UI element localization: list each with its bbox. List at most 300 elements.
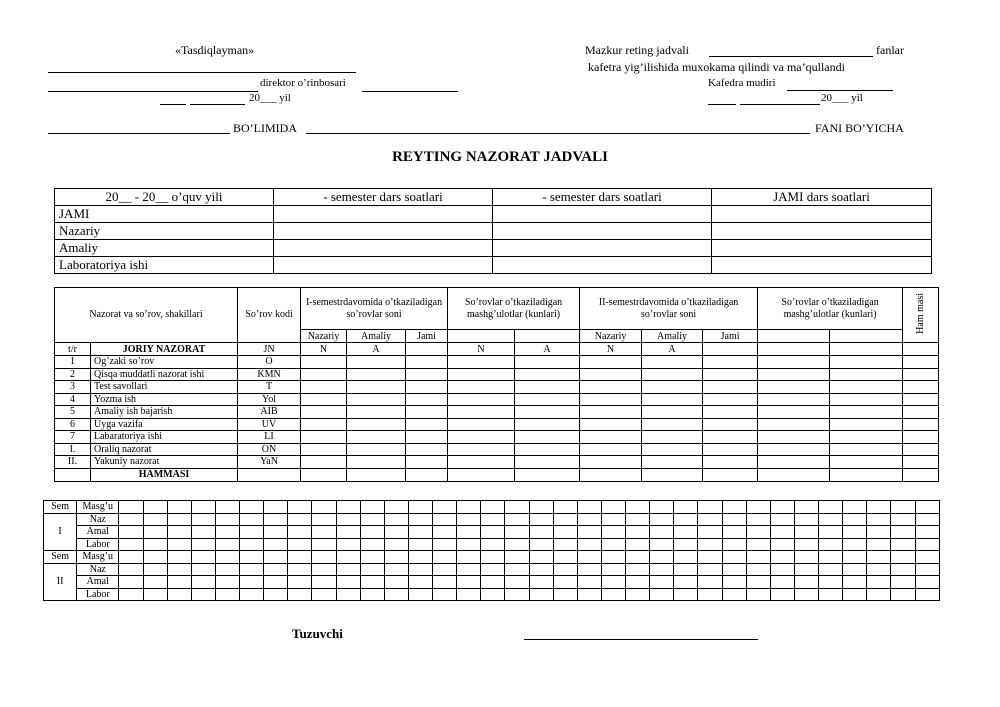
grid-cell[interactable] [577, 588, 601, 601]
control-cell[interactable] [347, 456, 406, 469]
grid-cell[interactable] [674, 563, 698, 576]
control-cell[interactable] [758, 393, 830, 406]
grid-cell[interactable] [746, 501, 770, 514]
grid-cell[interactable] [264, 551, 288, 564]
grid-cell[interactable] [891, 576, 915, 589]
grid-cell[interactable] [433, 538, 457, 551]
grid-cell[interactable] [722, 538, 746, 551]
control-cell[interactable] [301, 356, 347, 369]
grid-cell[interactable] [746, 576, 770, 589]
grid-cell[interactable] [336, 538, 360, 551]
hours-cell[interactable] [274, 257, 493, 274]
grid-cell[interactable] [529, 588, 553, 601]
grid-cell[interactable] [577, 501, 601, 514]
control-cell[interactable] [301, 406, 347, 419]
control-cell[interactable] [406, 406, 448, 419]
grid-cell[interactable] [408, 588, 432, 601]
grid-cell[interactable] [819, 526, 843, 539]
grid-cell[interactable] [336, 563, 360, 576]
grid-cell[interactable] [167, 538, 191, 551]
grid-cell[interactable] [167, 526, 191, 539]
grid-cell[interactable] [288, 538, 312, 551]
grid-cell[interactable] [698, 551, 722, 564]
grid-cell[interactable] [553, 501, 577, 514]
grid-cell[interactable] [505, 538, 529, 551]
grid-cell[interactable] [529, 501, 553, 514]
grid-cell[interactable] [819, 538, 843, 551]
grid-cell[interactable] [891, 501, 915, 514]
grid-cell[interactable] [360, 551, 384, 564]
control-cell[interactable] [580, 418, 642, 431]
grid-cell[interactable] [794, 551, 818, 564]
control-cell[interactable] [642, 393, 703, 406]
grid-cell[interactable] [264, 563, 288, 576]
grid-cell[interactable] [577, 526, 601, 539]
control-cell[interactable] [406, 456, 448, 469]
control-cell[interactable] [301, 456, 347, 469]
grid-cell[interactable] [770, 576, 794, 589]
grid-cell[interactable] [601, 576, 625, 589]
grid-cell[interactable] [915, 563, 939, 576]
grid-cell[interactable] [360, 513, 384, 526]
control-cell[interactable] [903, 406, 939, 419]
grid-cell[interactable] [167, 563, 191, 576]
control-cell[interactable] [642, 456, 703, 469]
grid-cell[interactable] [626, 501, 650, 514]
grid-cell[interactable] [215, 551, 239, 564]
grid-cell[interactable] [577, 538, 601, 551]
grid-cell[interactable] [119, 538, 143, 551]
control-cell[interactable] [515, 418, 580, 431]
grid-cell[interactable] [360, 526, 384, 539]
grid-cell[interactable] [240, 513, 264, 526]
grid-cell[interactable] [143, 563, 167, 576]
grid-cell[interactable] [867, 551, 891, 564]
control-cell[interactable] [448, 443, 515, 456]
grid-cell[interactable] [312, 501, 336, 514]
grid-cell[interactable] [119, 551, 143, 564]
grid-cell[interactable] [626, 576, 650, 589]
control-cell[interactable] [758, 456, 830, 469]
grid-cell[interactable] [794, 563, 818, 576]
grid-cell[interactable] [867, 526, 891, 539]
grid-cell[interactable] [360, 501, 384, 514]
control-cell[interactable] [830, 443, 903, 456]
control-cell[interactable] [580, 356, 642, 369]
control-cell[interactable] [347, 431, 406, 444]
grid-cell[interactable] [408, 501, 432, 514]
control-cell[interactable] [301, 393, 347, 406]
grid-cell[interactable] [191, 576, 215, 589]
grid-cell[interactable] [288, 576, 312, 589]
grid-cell[interactable] [674, 513, 698, 526]
grid-cell[interactable] [529, 551, 553, 564]
control-cell[interactable] [758, 356, 830, 369]
grid-cell[interactable] [240, 501, 264, 514]
grid-cell[interactable] [264, 538, 288, 551]
grid-cell[interactable] [722, 526, 746, 539]
control-cell[interactable] [703, 356, 758, 369]
grid-cell[interactable] [481, 538, 505, 551]
grid-cell[interactable] [481, 551, 505, 564]
grid-cell[interactable] [650, 576, 674, 589]
grid-cell[interactable] [191, 501, 215, 514]
grid-cell[interactable] [119, 588, 143, 601]
grid-cell[interactable] [867, 576, 891, 589]
control-cell[interactable] [903, 443, 939, 456]
grid-cell[interactable] [167, 551, 191, 564]
control-cell[interactable] [903, 431, 939, 444]
control-cell[interactable] [448, 418, 515, 431]
grid-cell[interactable] [722, 576, 746, 589]
control-cell[interactable] [830, 456, 903, 469]
grid-cell[interactable] [384, 576, 408, 589]
grid-cell[interactable] [143, 501, 167, 514]
grid-cell[interactable] [288, 551, 312, 564]
grid-cell[interactable] [794, 576, 818, 589]
grid-cell[interactable] [384, 563, 408, 576]
control-cell[interactable] [642, 418, 703, 431]
grid-cell[interactable] [457, 538, 481, 551]
grid-cell[interactable] [626, 513, 650, 526]
control-cell[interactable] [758, 368, 830, 381]
grid-cell[interactable] [288, 501, 312, 514]
grid-cell[interactable] [481, 501, 505, 514]
grid-cell[interactable] [722, 513, 746, 526]
grid-cell[interactable] [819, 588, 843, 601]
grid-cell[interactable] [626, 588, 650, 601]
grid-cell[interactable] [577, 576, 601, 589]
grid-cell[interactable] [505, 501, 529, 514]
grid-cell[interactable] [698, 526, 722, 539]
control-cell[interactable] [515, 356, 580, 369]
grid-cell[interactable] [312, 538, 336, 551]
grid-cell[interactable] [264, 526, 288, 539]
grid-cell[interactable] [505, 588, 529, 601]
control-cell[interactable] [301, 431, 347, 444]
grid-cell[interactable] [191, 538, 215, 551]
grid-cell[interactable] [553, 513, 577, 526]
grid-cell[interactable] [408, 538, 432, 551]
grid-cell[interactable] [457, 576, 481, 589]
grid-cell[interactable] [843, 563, 867, 576]
grid-cell[interactable] [794, 538, 818, 551]
grid-cell[interactable] [215, 526, 239, 539]
grid-cell[interactable] [650, 526, 674, 539]
grid-cell[interactable] [722, 588, 746, 601]
grid-cell[interactable] [915, 501, 939, 514]
control-cell[interactable] [580, 368, 642, 381]
hours-cell[interactable] [712, 240, 932, 257]
grid-cell[interactable] [843, 526, 867, 539]
grid-cell[interactable] [626, 526, 650, 539]
grid-cell[interactable] [819, 513, 843, 526]
grid-cell[interactable] [505, 551, 529, 564]
grid-cell[interactable] [915, 576, 939, 589]
grid-cell[interactable] [867, 563, 891, 576]
grid-cell[interactable] [674, 551, 698, 564]
grid-cell[interactable] [819, 551, 843, 564]
grid-cell[interactable] [143, 576, 167, 589]
grid-cell[interactable] [457, 501, 481, 514]
grid-cell[interactable] [240, 551, 264, 564]
grid-cell[interactable] [601, 588, 625, 601]
grid-cell[interactable] [867, 538, 891, 551]
grid-cell[interactable] [215, 501, 239, 514]
control-cell[interactable] [903, 456, 939, 469]
grid-cell[interactable] [336, 576, 360, 589]
grid-cell[interactable] [698, 513, 722, 526]
grid-cell[interactable] [312, 563, 336, 576]
grid-cell[interactable] [722, 563, 746, 576]
grid-cell[interactable] [867, 501, 891, 514]
grid-cell[interactable] [698, 563, 722, 576]
control-cell[interactable] [903, 368, 939, 381]
control-cell[interactable] [703, 368, 758, 381]
grid-cell[interactable] [143, 588, 167, 601]
grid-cell[interactable] [891, 526, 915, 539]
control-cell[interactable] [347, 406, 406, 419]
grid-cell[interactable] [191, 526, 215, 539]
control-cell[interactable] [347, 443, 406, 456]
grid-cell[interactable] [794, 526, 818, 539]
grid-cell[interactable] [215, 576, 239, 589]
control-cell[interactable] [830, 381, 903, 394]
hours-cell[interactable] [274, 206, 493, 223]
grid-cell[interactable] [288, 526, 312, 539]
grid-cell[interactable] [336, 526, 360, 539]
control-cell[interactable] [406, 393, 448, 406]
control-cell[interactable] [830, 393, 903, 406]
hours-cell[interactable] [274, 240, 493, 257]
control-cell[interactable] [830, 431, 903, 444]
grid-cell[interactable] [577, 563, 601, 576]
grid-cell[interactable] [674, 501, 698, 514]
grid-cell[interactable] [384, 513, 408, 526]
grid-cell[interactable] [770, 551, 794, 564]
control-cell[interactable] [406, 356, 448, 369]
grid-cell[interactable] [119, 501, 143, 514]
grid-cell[interactable] [553, 563, 577, 576]
grid-cell[interactable] [408, 551, 432, 564]
grid-cell[interactable] [240, 563, 264, 576]
control-cell[interactable] [515, 431, 580, 444]
grid-cell[interactable] [240, 576, 264, 589]
grid-cell[interactable] [360, 588, 384, 601]
grid-cell[interactable] [336, 513, 360, 526]
grid-cell[interactable] [167, 588, 191, 601]
grid-cell[interactable] [891, 588, 915, 601]
grid-cell[interactable] [167, 513, 191, 526]
control-cell[interactable] [515, 406, 580, 419]
control-cell[interactable] [580, 431, 642, 444]
grid-cell[interactable] [312, 576, 336, 589]
grid-cell[interactable] [601, 501, 625, 514]
grid-cell[interactable] [240, 538, 264, 551]
grid-cell[interactable] [240, 526, 264, 539]
control-cell[interactable] [703, 393, 758, 406]
grid-cell[interactable] [167, 576, 191, 589]
control-cell[interactable] [448, 406, 515, 419]
grid-cell[interactable] [843, 588, 867, 601]
grid-cell[interactable] [191, 563, 215, 576]
control-cell[interactable] [703, 443, 758, 456]
grid-cell[interactable] [698, 576, 722, 589]
grid-cell[interactable] [770, 588, 794, 601]
grid-cell[interactable] [264, 513, 288, 526]
grid-cell[interactable] [457, 588, 481, 601]
control-cell[interactable] [301, 418, 347, 431]
grid-cell[interactable] [674, 588, 698, 601]
grid-cell[interactable] [167, 501, 191, 514]
grid-cell[interactable] [843, 513, 867, 526]
grid-cell[interactable] [433, 526, 457, 539]
control-cell[interactable] [406, 368, 448, 381]
grid-cell[interactable] [577, 513, 601, 526]
grid-cell[interactable] [191, 588, 215, 601]
grid-cell[interactable] [601, 563, 625, 576]
grid-cell[interactable] [915, 526, 939, 539]
grid-cell[interactable] [650, 551, 674, 564]
grid-cell[interactable] [481, 588, 505, 601]
grid-cell[interactable] [143, 526, 167, 539]
grid-cell[interactable] [915, 538, 939, 551]
grid-cell[interactable] [746, 526, 770, 539]
grid-cell[interactable] [264, 501, 288, 514]
grid-cell[interactable] [384, 538, 408, 551]
grid-cell[interactable] [143, 538, 167, 551]
hours-cell[interactable] [493, 257, 712, 274]
grid-cell[interactable] [433, 576, 457, 589]
grid-cell[interactable] [650, 563, 674, 576]
grid-cell[interactable] [601, 551, 625, 564]
control-cell[interactable] [515, 393, 580, 406]
grid-cell[interactable] [746, 588, 770, 601]
grid-cell[interactable] [626, 538, 650, 551]
hours-cell[interactable] [493, 206, 712, 223]
grid-cell[interactable] [384, 588, 408, 601]
grid-cell[interactable] [191, 513, 215, 526]
grid-cell[interactable] [746, 538, 770, 551]
control-cell[interactable] [903, 393, 939, 406]
control-cell[interactable] [642, 443, 703, 456]
grid-cell[interactable] [215, 513, 239, 526]
control-cell[interactable] [448, 393, 515, 406]
control-cell[interactable] [448, 356, 515, 369]
grid-cell[interactable] [650, 538, 674, 551]
control-cell[interactable] [642, 381, 703, 394]
grid-cell[interactable] [819, 563, 843, 576]
grid-cell[interactable] [794, 513, 818, 526]
grid-cell[interactable] [674, 576, 698, 589]
control-cell[interactable] [758, 406, 830, 419]
grid-cell[interactable] [384, 526, 408, 539]
grid-cell[interactable] [746, 551, 770, 564]
control-cell[interactable] [515, 456, 580, 469]
control-cell[interactable] [347, 381, 406, 394]
control-cell[interactable] [703, 456, 758, 469]
control-cell[interactable] [758, 418, 830, 431]
grid-cell[interactable] [457, 526, 481, 539]
grid-cell[interactable] [843, 551, 867, 564]
control-cell[interactable] [830, 368, 903, 381]
grid-cell[interactable] [915, 551, 939, 564]
grid-cell[interactable] [553, 526, 577, 539]
grid-cell[interactable] [336, 588, 360, 601]
grid-cell[interactable] [577, 551, 601, 564]
grid-cell[interactable] [794, 588, 818, 601]
grid-cell[interactable] [626, 563, 650, 576]
control-cell[interactable] [347, 368, 406, 381]
grid-cell[interactable] [891, 538, 915, 551]
control-cell[interactable] [758, 381, 830, 394]
grid-cell[interactable] [867, 513, 891, 526]
grid-cell[interactable] [505, 513, 529, 526]
grid-cell[interactable] [360, 576, 384, 589]
control-cell[interactable] [515, 368, 580, 381]
hours-cell[interactable] [712, 223, 932, 240]
grid-cell[interactable] [891, 563, 915, 576]
control-cell[interactable] [703, 418, 758, 431]
control-cell[interactable] [903, 356, 939, 369]
grid-cell[interactable] [819, 576, 843, 589]
grid-cell[interactable] [119, 563, 143, 576]
grid-cell[interactable] [891, 551, 915, 564]
control-cell[interactable] [301, 443, 347, 456]
grid-cell[interactable] [240, 588, 264, 601]
control-cell[interactable] [580, 443, 642, 456]
grid-cell[interactable] [601, 526, 625, 539]
hours-cell[interactable] [493, 240, 712, 257]
grid-cell[interactable] [650, 513, 674, 526]
grid-cell[interactable] [794, 501, 818, 514]
control-cell[interactable] [580, 406, 642, 419]
grid-cell[interactable] [457, 563, 481, 576]
grid-cell[interactable] [433, 588, 457, 601]
grid-cell[interactable] [722, 551, 746, 564]
control-cell[interactable] [580, 381, 642, 394]
grid-cell[interactable] [698, 588, 722, 601]
grid-cell[interactable] [384, 501, 408, 514]
grid-cell[interactable] [288, 563, 312, 576]
grid-cell[interactable] [433, 563, 457, 576]
grid-cell[interactable] [288, 588, 312, 601]
grid-cell[interactable] [360, 563, 384, 576]
control-cell[interactable] [758, 443, 830, 456]
grid-cell[interactable] [553, 576, 577, 589]
control-cell[interactable] [448, 368, 515, 381]
grid-cell[interactable] [529, 538, 553, 551]
grid-cell[interactable] [215, 588, 239, 601]
grid-cell[interactable] [770, 501, 794, 514]
control-cell[interactable] [448, 381, 515, 394]
grid-cell[interactable] [674, 526, 698, 539]
grid-cell[interactable] [529, 563, 553, 576]
grid-cell[interactable] [312, 551, 336, 564]
grid-cell[interactable] [650, 588, 674, 601]
grid-cell[interactable] [746, 513, 770, 526]
control-cell[interactable] [406, 381, 448, 394]
control-cell[interactable] [903, 381, 939, 394]
grid-cell[interactable] [553, 588, 577, 601]
grid-cell[interactable] [481, 576, 505, 589]
grid-cell[interactable] [529, 526, 553, 539]
grid-cell[interactable] [119, 513, 143, 526]
grid-cell[interactable] [457, 551, 481, 564]
grid-cell[interactable] [143, 551, 167, 564]
grid-cell[interactable] [336, 501, 360, 514]
control-cell[interactable] [406, 431, 448, 444]
